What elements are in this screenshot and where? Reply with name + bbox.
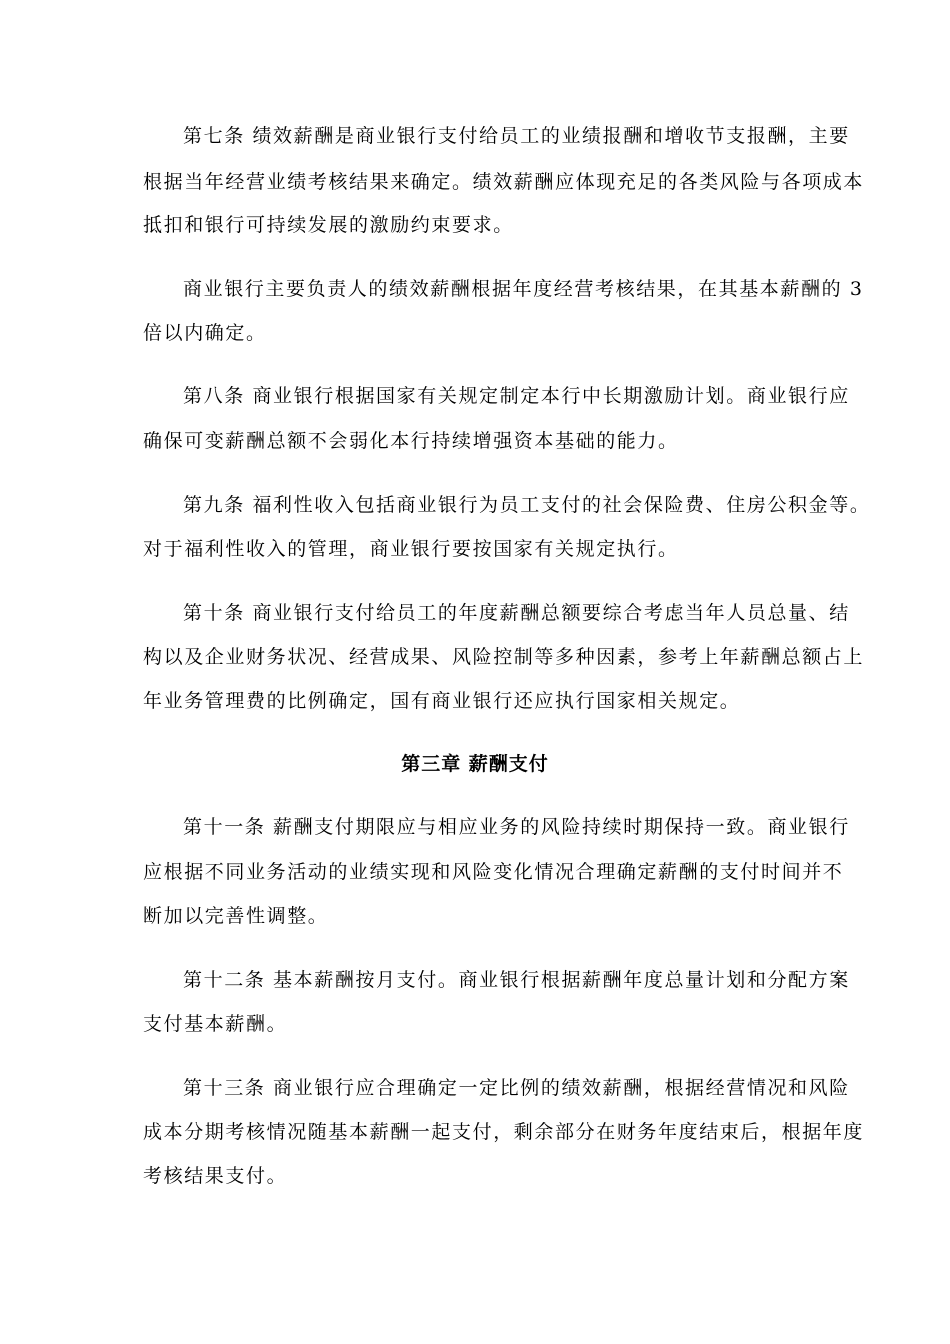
article-7-line-1: 第七条 绩效薪酬是商业银行支付给员工的业绩报酬和增收节支报酬，主要 xyxy=(183,125,850,147)
article-7-line-3: 抵扣和银行可持续发展的激励约束要求。 xyxy=(143,214,514,236)
article-11-line-3: 断加以完善性调整。 xyxy=(143,905,329,927)
article-8-line-1: 第八条 商业银行根据国家有关规定制定本行中长期激励计划。商业银行应 xyxy=(183,385,850,407)
article-13-line-2: 成本分期考核情况随基本薪酬一起支付，剩余部分在财务年度结束后，根据年度 xyxy=(143,1121,865,1143)
article-12-line-1: 第十二条 基本薪酬按月支付。商业银行根据薪酬年度总量计划和分配方案 xyxy=(183,969,850,991)
article-7-line-2: 根据当年经营业绩考核结果来确定。绩效薪酬应体现充足的各类风险与各项成本 xyxy=(143,171,865,193)
article-9-line-1: 第九条 福利性收入包括商业银行为员工支付的社会保险费、住房公积金等。 xyxy=(183,494,871,516)
article-10-line-3: 年业务管理费的比例确定，国有商业银行还应执行国家相关规定。 xyxy=(143,690,741,712)
article-10-line-2: 构以及企业财务状况、经营成果、风险控制等多种因素，参考上年薪酬总额占上 xyxy=(143,646,865,668)
chapter-3-heading: 第三章 薪酬支付 xyxy=(401,753,549,775)
article-12-line-2: 支付基本薪酬。 xyxy=(143,1013,288,1035)
article-11-line-1: 第十一条 薪酬支付期限应与相应业务的风险持续时期保持一致。商业银行 xyxy=(183,816,850,838)
article-10-line-1: 第十条 商业银行支付给员工的年度薪酬总额要综合考虑当年人员总量、结 xyxy=(183,602,850,624)
article-13-line-3: 考核结果支付。 xyxy=(143,1165,288,1187)
article-7-para-2-line-2: 倍以内确定。 xyxy=(143,322,267,344)
article-8-line-2: 确保可变薪酬总额不会弱化本行持续增强资本基础的能力。 xyxy=(143,430,679,452)
article-13-line-1: 第十三条 商业银行应合理确定一定比例的绩效薪酬，根据经营情况和风险 xyxy=(183,1077,850,1099)
article-11-line-2: 应根据不同业务活动的业绩实现和风险变化情况合理确定薪酬的支付时间并不 xyxy=(143,861,844,883)
article-9-line-2: 对于福利性收入的管理，商业银行要按国家有关规定执行。 xyxy=(143,538,679,560)
article-7-para-2-line-1: 商业银行主要负责人的绩效薪酬根据年度经营考核结果，在其基本薪酬的 3 xyxy=(183,278,864,300)
